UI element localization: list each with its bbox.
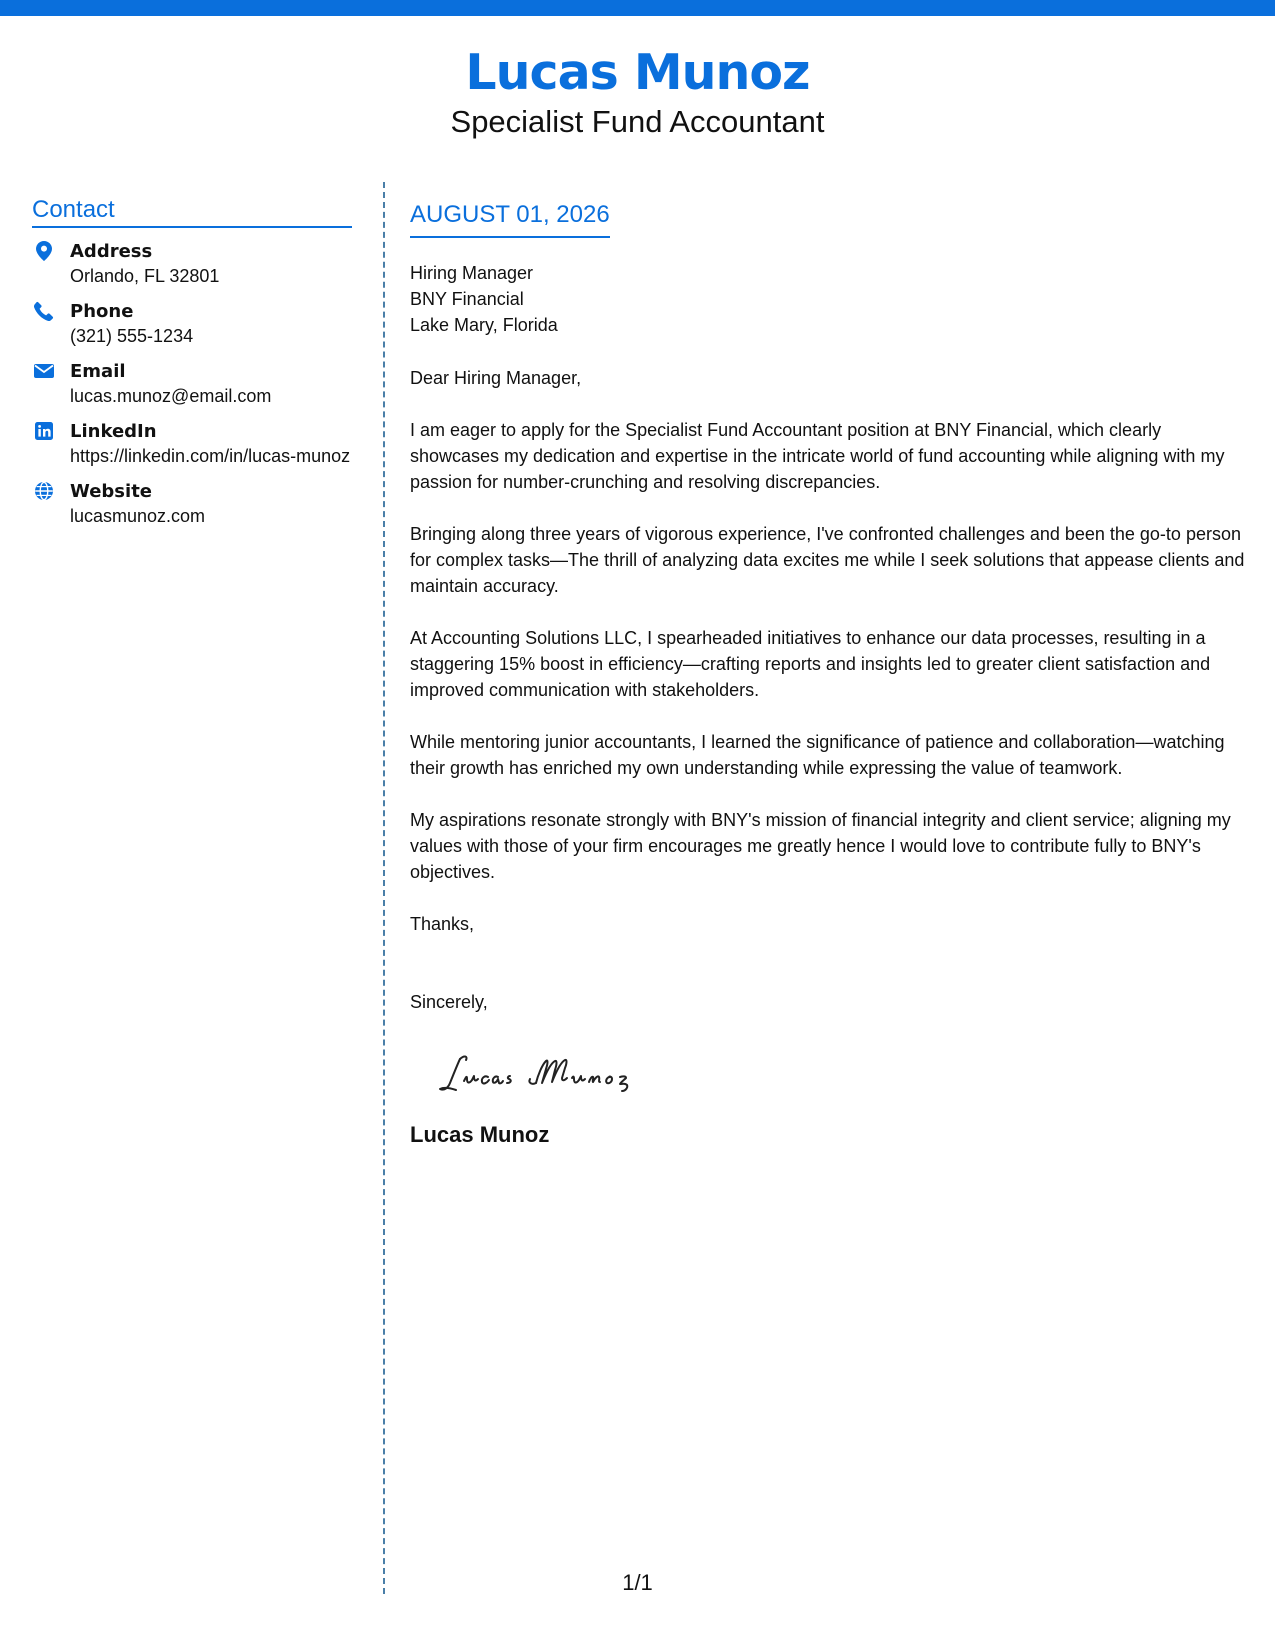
letter-body [410,200,1245,1149]
map-pin-icon [34,241,54,261]
contact-item-address [32,240,352,288]
column-divider [383,182,385,1594]
linkedin-icon [34,421,54,441]
contact-heading: Contact [32,196,352,228]
recipient-line: BNY Financial [410,289,524,309]
contact-label: Website [70,481,153,502]
contact-item-linkedin [32,420,352,468]
contact-item-website [32,480,352,528]
contact-label: Email [70,361,126,382]
phone-icon [34,301,54,321]
letter-date: AUGUST 01, 2026 [410,200,610,238]
contact-label: Phone [70,301,134,322]
page-number: 1/1 [622,1570,653,1595]
salutation: Dear Hiring Manager, [410,368,582,388]
contact-sidebar [32,196,352,528]
signer-name: Lucas Munoz [410,1122,550,1147]
contact-value[interactable]: https://linkedin.com/in/lucas-munoz [70,446,351,466]
recipient-line: Hiring Manager [410,263,534,283]
contact-value: (321) 555-1234 [70,326,194,346]
contact-value[interactable]: lucasmunoz.com [70,506,206,526]
body-paragraph: At Accounting Solutions LLC, I spearheaded initiatives to enhance our data processes, resulting in a staggering 15% boost in efficiency—crafting reports and insights led to greater client satisfaction and improved communication with stakeholders. [410,628,1211,700]
envelope-icon [34,361,54,381]
globe-icon [34,481,54,501]
contact-value: Orlando, FL 32801 [70,266,220,286]
body-paragraph: Bringing along three years of vigorous experience, I've confronted challenges and been the go-to person for complex tasks—The thrill of analyzing data excites me while I seek solutions that appease clients and maintain accuracy. [410,524,1245,596]
recipient-line: Lake Mary, Florida [410,315,558,335]
contact-value[interactable]: lucas.munoz@email.com [70,386,272,406]
top-accent-bar [0,0,1275,16]
body-paragraph: I am eager to apply for the Specialist Fund Accountant position at BNY Financial, which clearly showcases my dedication and expertise in the intricate world of fund accounting while aligning with my passion for number-crunching and resolving discrepancies. [410,420,1225,492]
recipient-block [410,260,1245,338]
handwritten-signature [438,1045,1245,1105]
closing-line: Thanks, [410,914,475,934]
contact-label: LinkedIn [70,421,157,442]
body-paragraph: My aspirations resonate strongly with BNY's mission of financial integrity and client service; aligning my values with those of your firm encourages me greatly hence I would love to contribute fully to BNY's objectives. [410,810,1231,882]
job-title: Specialist Fund Accountant [450,104,825,139]
candidate-name: Lucas Munoz [465,44,810,101]
body-paragraph: While mentoring junior accountants, I learned the significance of patience and collaboration—watching their growth has enriched my own understanding while expressing the value of teamwork. [410,732,1225,778]
sign-off: Sincerely, [410,992,488,1012]
contact-label: Address [70,241,153,262]
contact-item-phone [32,300,352,348]
contact-item-email [32,360,352,408]
header [0,40,1275,140]
